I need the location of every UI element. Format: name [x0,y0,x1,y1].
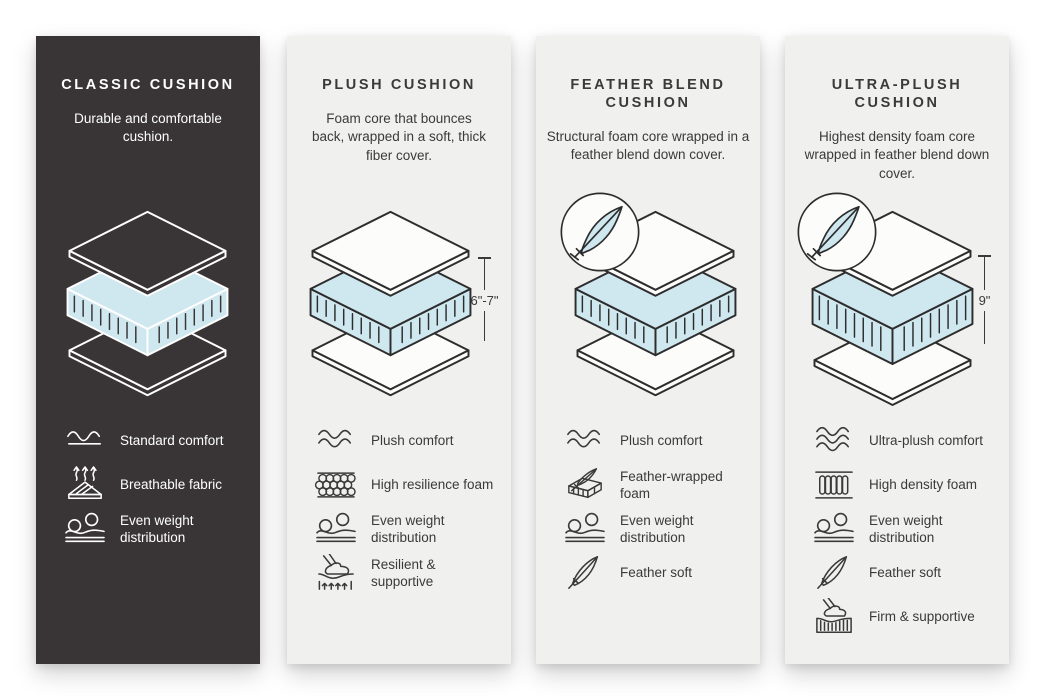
measure-label: 6"-7" [470,292,499,308]
card-header [36,36,260,186]
resilient-foot-icon [313,554,359,592]
feature-label: Firm & supportive [869,609,975,625]
feature-label: Standard comfort [120,433,224,449]
feature-row [313,510,501,548]
card-title: PLUSH CUSHION [322,77,476,93]
feature-label: Even weight distribution [371,512,445,545]
card-ultra-plush-cushion [785,36,1009,664]
wave-single-icon [62,422,108,460]
exploded-cushion-diagram [293,208,488,399]
card-description: Foam core that bounces back, wrapped in a soft, thick fiber cover. [311,111,487,163]
feather-icon [811,554,857,592]
wave-double-icon [313,422,359,460]
even-weight-icon [62,510,108,548]
feature-label: Plush comfort [371,433,454,449]
feature-row [811,466,999,504]
feature-label: Ultra-plush comfort [869,433,984,449]
feature-row [62,466,250,504]
feature-row [562,554,750,592]
measure-line [484,311,486,342]
feature-label: Feather soft [620,565,693,581]
feature-row [62,422,250,460]
feature-label: Even weight distribution [620,512,694,545]
feature-list [36,422,260,548]
wave-triple-icon [811,422,857,460]
firm-foot-icon [811,598,857,636]
feature-label: Feather soft [869,565,942,581]
density-foam-icon [811,466,857,504]
feature-label: Breathable fabric [120,477,223,493]
cushion-illustration [800,208,995,410]
breathable-fabric-icon [62,466,108,504]
feature-row [62,510,250,548]
feather-wrapped-foam-icon [562,466,608,504]
measure-line [984,257,986,290]
cushion-illustration [51,208,246,410]
feature-label: High resilience foam [371,477,494,493]
feature-list [536,422,760,592]
feature-row [811,422,999,460]
height-measure [963,255,1007,344]
card-title: FEATHER BLEND CUSHION [570,77,726,112]
height-measure [463,257,507,341]
measure-label: 9" [978,293,991,308]
feather-icon [562,554,608,592]
feature-list [785,422,1009,636]
even-weight-icon [811,510,857,548]
feature-row [562,510,750,548]
feature-row [562,466,750,504]
feature-label: Even weight distribution [869,512,943,545]
card-header [785,36,1009,186]
exploded-cushion-diagram [50,208,245,399]
card-description: Durable and comfortable cushion. [74,111,222,145]
even-weight-icon [313,510,359,548]
feature-label: Plush comfort [620,433,703,449]
feature-row [811,510,999,548]
card-plush-cushion [287,36,511,664]
cushion-illustration [551,208,746,410]
measure-line [984,311,986,344]
feather-badge-icon [558,190,642,274]
feature-label: Resilient & supportive [371,556,436,589]
feature-row [811,554,999,592]
measure-line [484,259,486,290]
card-classic-cushion [36,36,260,664]
feature-label: Feather-wrapped foam [620,468,723,501]
feature-label: High density foam [869,477,978,493]
card-header [536,36,760,186]
card-title: ULTRA-PLUSH CUSHION [831,77,963,112]
card-header [287,36,511,186]
honeycomb-foam-icon [313,466,359,504]
card-title: CLASSIC CUSHION [61,77,235,93]
card-description: Highest density foam core wrapped in feather blend down cover. [804,129,990,181]
feather-badge-icon [795,190,879,274]
feature-row [811,598,999,636]
feature-row [562,422,750,460]
card-description: Structural foam core wrapped in a feather blend down cover. [546,129,750,163]
card-feather-blend-cushion [536,36,760,664]
feature-row [313,466,501,504]
feature-label: Even weight distribution [120,512,194,545]
feature-list [287,422,511,592]
cushion-illustration [302,208,497,410]
wave-double-icon [562,422,608,460]
feature-row [313,554,501,592]
even-weight-icon [562,510,608,548]
feature-row [313,422,501,460]
